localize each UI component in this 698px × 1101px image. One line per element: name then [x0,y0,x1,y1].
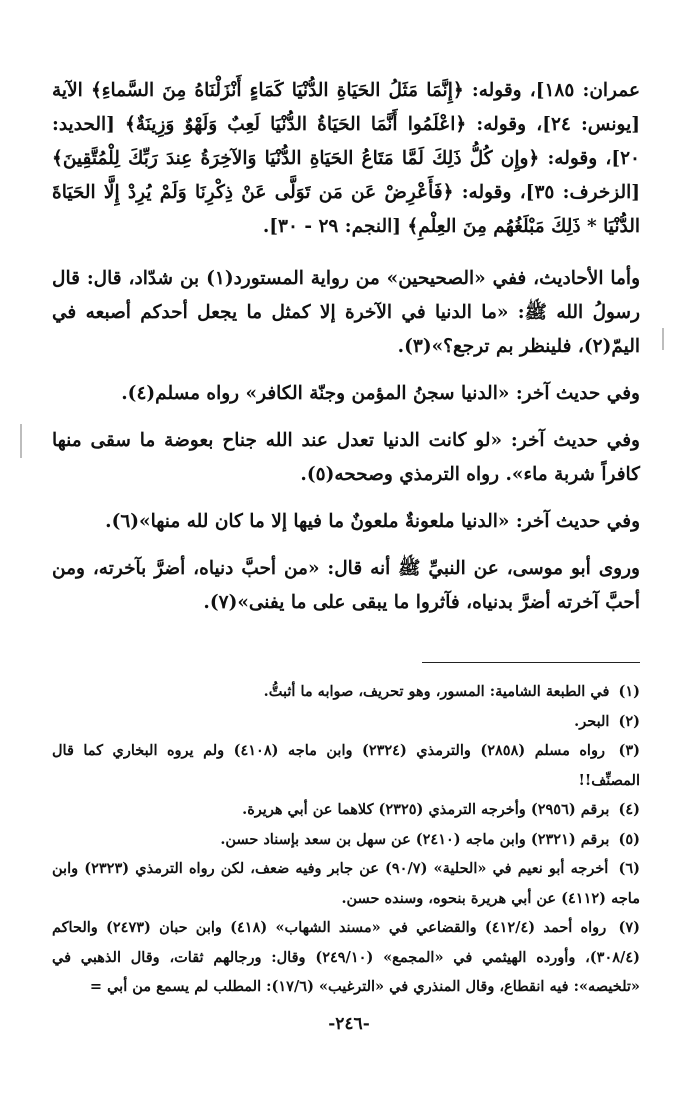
footnote-text: البحر. [574,712,610,730]
paragraph-hadith-sahihayn: وأما الأحاديث، ففي «الصحيحين» من رواية المستورد(١) بن شدّاد، قال: قال رسولُ الله ﷺ: «ما الدنيا في الآخرة إلا كمثل ما يجعل أحدكم أصبعه في اليمّ(٢)، فلينظر بم ترجع؟»(٣). [52,268,641,357]
footnote-number: (٤) [618,801,640,818]
footnote-text: برقم (٢٣٢١) وابن ماجه (٢٤١٠) عن سهل بن سعد بإسناد حسن. [220,830,610,848]
scan-mark [662,328,664,350]
paragraph-hadith-mosquito-wing: وفي حديث آخر: «لو كانت الدنيا تعدل عند الله جناح بعوضة ما سقى منها كافراً شربة ماء». رواه الترمذي وصححه(٥). [52,430,640,485]
footnote [52,854,640,913]
footnote-text: برقم (٢٩٥٦) وأخرجه الترمذي (٢٣٢٥) كلاهما عن أبي هريرة. [242,801,610,818]
footnote-number: (٥) [618,830,640,848]
footnote-text: رواه مسلم (٢٨٥٨) والترمذي (٢٣٢٤) وابن ماجه (٤١٠٨) ولم يروه البخاري كما قال المصنِّف!! [52,742,640,789]
paragraph-quran-verses: عمران: ١٨٥]، وقوله: ﴿إِنَّمَا مَثَلُ الحَيَاةِ الدُّنْيَا كَمَاءٍ أَنْزَلْنَاهُ مِنَ السَّماءِ﴾ الآية [يونس: ٢٤]، وقوله: ﴿اعْلَمُوا أَنَّمَا الحَيَاةُ الدُّنْيَا لَعِبٌ وَلَهْوٌ وَزِينَةٌ﴾ [الحديد: ٢٠]، وقوله: ﴿وإِن كُلُّ ذَلِكَ لَمَّا مَتَاعُ الحَيَاةِ الدُّنْيَا وَالآخِرَةُ عِندَ رَبِّكَ لِلْمُتَّقِينَ﴾ [الزخرف: ٣٥]، وقوله: ﴿فَأَعْرِضْ عَن مَن تَوَلَّى عَنْ ذِكْرِنَا وَلَمْ يُرِدْ إِلَّا الحَيَاةَ الدُّنْيَا * ذَلِكَ مَبْلَغُهُم مِنَ العِلْمِ﴾ [النجم: ٢٩ - ٣٠]. [52,80,641,237]
footnote [52,825,640,855]
footnote-divider [422,662,640,663]
footnote-number: (١) [618,683,640,700]
paragraph-hadith-cursed: وفي حديث آخر: «الدنيا ملعونةٌ ملعونٌ ما فيها إلا ما كان لله منها»(٦). [105,511,640,532]
footnote-number: (٦) [618,860,641,877]
footnote-number: (٣) [618,742,640,759]
footnote [52,795,640,825]
footnote-number: (٢) [618,712,640,730]
paragraph-hadith-prison: وفي حديث آخر: «الدنيا سجنُ المؤمن وجنّة الكافر» رواه مسلم(٤). [121,383,640,404]
paragraph-hadith-abu-musa: وروى أبو موسى، عن النبيِّ ﷺ أنه قال: «من أحبَّ دنياه، أضرَّ بآخرته، ومن أحبَّ آخرته أضرَّ بدنياه، فآثروا ما يبقى على ما يفنى»(٧). [52,558,640,613]
footnote [52,707,640,737]
footnotes [52,677,640,1002]
footnote [52,913,640,1002]
footnote-number: (٧) [618,919,640,936]
footnote [52,736,640,795]
footnote-text: أخرجه أبو نعيم في «الحلية» (٩٠/٧) عن جابر وفيه ضعف، لكن رواه الترمذي (٢٣٢٣) وابن ماجه (٤١١٢) عن أبي هريرة بنحوه، وسنده حسن. [52,860,640,907]
footnote-text: رواه أحمد (٤١٢/٤) والقضاعي في «مسند الشهاب» (٤١٨) وابن حبان (٢٤٧٣) والحاكم (٣٠٨/٤)، وأورده الهيثمي في «المجمع» (٢٤٩/١٠) وقال: ورجالهم ثقات، وقال الذهبي في «تلخيصه»: فيه انقطاع، وقال المنذري في «الترغيب» (١٧/٦): المطلب لم يسمع من أبي = [52,919,640,995]
page-number: -٢٤٦- [328,1014,370,1034]
scan-mark [20,424,22,458]
footnote-text: في الطبعة الشامية: المسور، وهو تحريف، صوابه ما أثبتُّ. [263,683,610,700]
footnote [52,677,640,707]
main-text [52,74,640,620]
